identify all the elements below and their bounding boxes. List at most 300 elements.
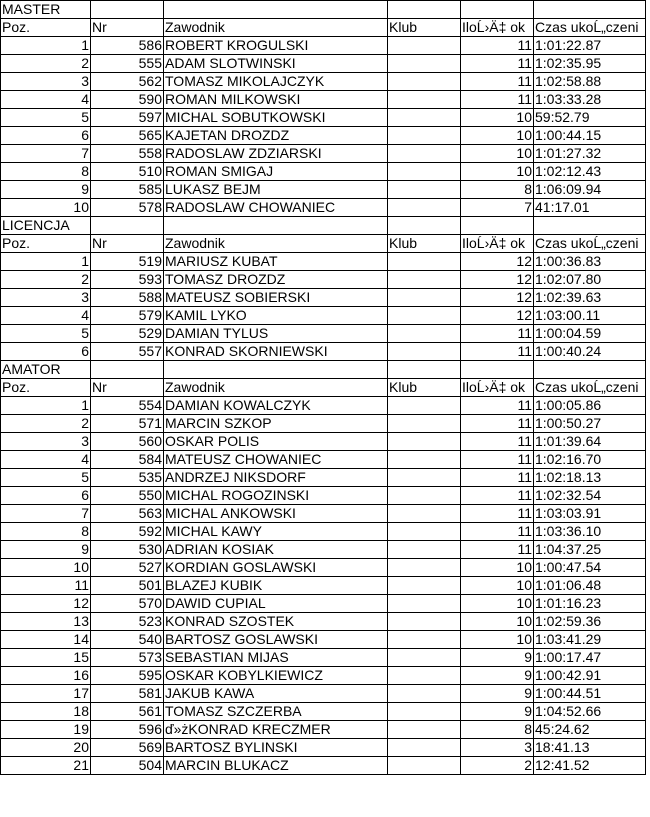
column-header-nr: Nr (91, 379, 164, 397)
position-cell: 21 (1, 757, 91, 775)
table-row (1, 145, 646, 163)
bib-number-cell: 588 (91, 289, 164, 307)
club-cell (388, 181, 461, 199)
position-cell: 5 (1, 109, 91, 127)
club-cell (388, 523, 461, 541)
table-row (1, 757, 646, 775)
column-header-time: Czas ukoĹ„czeni (534, 19, 646, 37)
table-row (1, 505, 646, 523)
rider-name-cell: BLAZEJ KUBIK (164, 577, 388, 595)
rider-name-cell: MARIUSZ KUBAT (164, 253, 388, 271)
bib-number-cell: 529 (91, 325, 164, 343)
rider-name-cell: MICHAL ANKOWSKI (164, 505, 388, 523)
finish-time-cell: 1:04:52.66 (534, 703, 646, 721)
finish-time-cell: 1:01:06.48 (534, 577, 646, 595)
bib-number-cell: 560 (91, 433, 164, 451)
section-title: LICENCJA (1, 217, 91, 235)
position-cell: 17 (1, 685, 91, 703)
section-title-row (1, 1, 646, 19)
club-cell (388, 721, 461, 739)
club-cell (388, 343, 461, 361)
laps-cell: 2 (461, 757, 534, 775)
empty-cell (164, 361, 388, 379)
finish-time-cell: 41:17.01 (534, 199, 646, 217)
position-cell: 6 (1, 487, 91, 505)
laps-cell: 11 (461, 433, 534, 451)
empty-cell (388, 217, 461, 235)
club-cell (388, 289, 461, 307)
position-cell: 3 (1, 73, 91, 91)
bib-number-cell: 558 (91, 145, 164, 163)
bib-number-cell: 535 (91, 469, 164, 487)
rider-name-cell: DAMIAN KOWALCZYK (164, 397, 388, 415)
finish-time-cell: 1:00:04.59 (534, 325, 646, 343)
bib-number-cell: 540 (91, 631, 164, 649)
finish-time-cell: 1:03:33.28 (534, 91, 646, 109)
club-cell (388, 739, 461, 757)
position-cell: 16 (1, 667, 91, 685)
laps-cell: 11 (461, 397, 534, 415)
laps-cell: 8 (461, 721, 534, 739)
table-row (1, 37, 646, 55)
table-row (1, 253, 646, 271)
finish-time-cell: 18:41.13 (534, 739, 646, 757)
finish-time-cell: 1:02:18.13 (534, 469, 646, 487)
rider-name-cell: ADRIAN KOSIAK (164, 541, 388, 559)
position-cell: 4 (1, 91, 91, 109)
column-header-poz: Poz. (1, 379, 91, 397)
position-cell: 3 (1, 433, 91, 451)
empty-cell (91, 361, 164, 379)
finish-time-cell: 12:41.52 (534, 757, 646, 775)
club-cell (388, 127, 461, 145)
bib-number-cell: 578 (91, 199, 164, 217)
finish-time-cell: 1:00:40.24 (534, 343, 646, 361)
club-cell (388, 307, 461, 325)
club-cell (388, 451, 461, 469)
position-cell: 8 (1, 163, 91, 181)
column-header-name: Zawodnik (164, 19, 388, 37)
position-cell: 1 (1, 397, 91, 415)
bib-number-cell: 570 (91, 595, 164, 613)
laps-cell: 10 (461, 109, 534, 127)
table-row (1, 91, 646, 109)
finish-time-cell: 1:01:39.64 (534, 433, 646, 451)
club-cell (388, 397, 461, 415)
position-cell: 2 (1, 415, 91, 433)
laps-cell: 8 (461, 181, 534, 199)
bib-number-cell: 585 (91, 181, 164, 199)
club-cell (388, 73, 461, 91)
club-cell (388, 595, 461, 613)
table-row (1, 73, 646, 91)
club-cell (388, 325, 461, 343)
column-header-row (1, 235, 646, 253)
finish-time-cell: 1:03:00.11 (534, 307, 646, 325)
table-row (1, 667, 646, 685)
club-cell (388, 199, 461, 217)
laps-cell: 11 (461, 523, 534, 541)
laps-cell: 11 (461, 505, 534, 523)
finish-time-cell: 1:00:50.27 (534, 415, 646, 433)
table-row (1, 289, 646, 307)
column-header-nr: Nr (91, 19, 164, 37)
rider-name-cell: LUKASZ BEJM (164, 181, 388, 199)
rider-name-cell: ANDRZEJ NIKSDORF (164, 469, 388, 487)
position-cell: 7 (1, 505, 91, 523)
column-header-name: Zawodnik (164, 235, 388, 253)
rider-name-cell: MICHAL ROGOZINSKI (164, 487, 388, 505)
column-header-laps: IloĹ›Ä‡ ok (461, 235, 534, 253)
laps-cell: 11 (461, 325, 534, 343)
position-cell: 9 (1, 541, 91, 559)
empty-cell (91, 217, 164, 235)
rider-name-cell: BARTOSZ GOSLAWSKI (164, 631, 388, 649)
table-row (1, 181, 646, 199)
table-row (1, 721, 646, 739)
position-cell: 15 (1, 649, 91, 667)
rider-name-cell: TOMASZ MIKOLAJCZYK (164, 73, 388, 91)
table-row (1, 559, 646, 577)
club-cell (388, 559, 461, 577)
finish-time-cell: 1:02:35.95 (534, 55, 646, 73)
club-cell (388, 757, 461, 775)
table-row (1, 595, 646, 613)
position-cell: 12 (1, 595, 91, 613)
laps-cell: 11 (461, 343, 534, 361)
column-header-time: Czas ukoĹ„czeni (534, 379, 646, 397)
position-cell: 3 (1, 289, 91, 307)
section-title: MASTER (1, 1, 91, 19)
bib-number-cell: 573 (91, 649, 164, 667)
bib-number-cell: 597 (91, 109, 164, 127)
section-title: AMATOR (1, 361, 91, 379)
column-header-poz: Poz. (1, 235, 91, 253)
laps-cell: 10 (461, 145, 534, 163)
finish-time-cell: 1:03:03.91 (534, 505, 646, 523)
bib-number-cell: 563 (91, 505, 164, 523)
bib-number-cell: 584 (91, 451, 164, 469)
table-row (1, 343, 646, 361)
empty-cell (388, 1, 461, 19)
table-row (1, 703, 646, 721)
bib-number-cell: 592 (91, 523, 164, 541)
bib-number-cell: 571 (91, 415, 164, 433)
table-row (1, 433, 646, 451)
bib-number-cell: 562 (91, 73, 164, 91)
position-cell: 7 (1, 145, 91, 163)
club-cell (388, 703, 461, 721)
bib-number-cell: 554 (91, 397, 164, 415)
rider-name-cell: OSKAR POLIS (164, 433, 388, 451)
empty-cell (534, 217, 646, 235)
bib-number-cell: 593 (91, 271, 164, 289)
laps-cell: 11 (461, 451, 534, 469)
finish-time-cell: 1:02:16.70 (534, 451, 646, 469)
rider-name-cell: MATEUSZ SOBIERSKI (164, 289, 388, 307)
bib-number-cell: 561 (91, 703, 164, 721)
laps-cell: 9 (461, 685, 534, 703)
laps-cell: 9 (461, 703, 534, 721)
laps-cell: 11 (461, 469, 534, 487)
position-cell: 4 (1, 307, 91, 325)
finish-time-cell: 1:00:17.47 (534, 649, 646, 667)
club-cell (388, 253, 461, 271)
club-cell (388, 415, 461, 433)
position-cell: 4 (1, 451, 91, 469)
table-row (1, 469, 646, 487)
column-header-klub: Klub (388, 19, 461, 37)
position-cell: 8 (1, 523, 91, 541)
laps-cell: 9 (461, 667, 534, 685)
position-cell: 2 (1, 55, 91, 73)
bib-number-cell: 590 (91, 91, 164, 109)
table-row (1, 451, 646, 469)
table-row (1, 649, 646, 667)
bib-number-cell: 595 (91, 667, 164, 685)
bib-number-cell: 530 (91, 541, 164, 559)
bib-number-cell: 579 (91, 307, 164, 325)
column-header-laps: IloĹ›Ä‡ ok (461, 379, 534, 397)
finish-time-cell: 1:03:41.29 (534, 631, 646, 649)
rider-name-cell: MATEUSZ CHOWANIEC (164, 451, 388, 469)
table-row (1, 55, 646, 73)
table-row (1, 397, 646, 415)
table-row (1, 523, 646, 541)
rider-name-cell: MARCIN SZKOP (164, 415, 388, 433)
table-row (1, 271, 646, 289)
table-row (1, 541, 646, 559)
laps-cell: 11 (461, 415, 534, 433)
laps-cell: 10 (461, 595, 534, 613)
bib-number-cell: 519 (91, 253, 164, 271)
position-cell: 10 (1, 199, 91, 217)
position-cell: 11 (1, 577, 91, 595)
club-cell (388, 37, 461, 55)
table-row (1, 163, 646, 181)
laps-cell: 10 (461, 163, 534, 181)
club-cell (388, 163, 461, 181)
rider-name-cell: ROMAN SMIGAJ (164, 163, 388, 181)
table-row (1, 307, 646, 325)
club-cell (388, 109, 461, 127)
position-cell: 2 (1, 271, 91, 289)
laps-cell: 11 (461, 487, 534, 505)
column-header-klub: Klub (388, 235, 461, 253)
laps-cell: 10 (461, 559, 534, 577)
bib-number-cell: 581 (91, 685, 164, 703)
rider-name-cell: ROBERT KROGULSKI (164, 37, 388, 55)
laps-cell: 9 (461, 649, 534, 667)
laps-cell: 11 (461, 91, 534, 109)
column-header-laps: IloĹ›Ä‡ ok (461, 19, 534, 37)
bib-number-cell: 586 (91, 37, 164, 55)
position-cell: 5 (1, 469, 91, 487)
position-cell: 19 (1, 721, 91, 739)
column-header-name: Zawodnik (164, 379, 388, 397)
club-cell (388, 685, 461, 703)
rider-name-cell: ď»żKONRAD KRECZMER (164, 721, 388, 739)
empty-cell (91, 1, 164, 19)
club-cell (388, 631, 461, 649)
position-cell: 9 (1, 181, 91, 199)
finish-time-cell: 1:00:42.91 (534, 667, 646, 685)
laps-cell: 11 (461, 73, 534, 91)
club-cell (388, 91, 461, 109)
column-header-poz: Poz. (1, 19, 91, 37)
section-title-row (1, 361, 646, 379)
finish-time-cell: 1:01:16.23 (534, 595, 646, 613)
finish-time-cell: 1:02:12.43 (534, 163, 646, 181)
laps-cell: 10 (461, 613, 534, 631)
rider-name-cell: KONRAD SZOSTEK (164, 613, 388, 631)
table-row (1, 199, 646, 217)
club-cell (388, 505, 461, 523)
position-cell: 6 (1, 127, 91, 145)
empty-cell (461, 217, 534, 235)
position-cell: 14 (1, 631, 91, 649)
club-cell (388, 469, 461, 487)
position-cell: 1 (1, 37, 91, 55)
rider-name-cell: KAJETAN DROZDZ (164, 127, 388, 145)
finish-time-cell: 1:02:59.36 (534, 613, 646, 631)
column-header-klub: Klub (388, 379, 461, 397)
finish-time-cell: 1:00:47.54 (534, 559, 646, 577)
rider-name-cell: MARCIN BLUKACZ (164, 757, 388, 775)
column-header-row (1, 379, 646, 397)
empty-cell (534, 1, 646, 19)
table-row (1, 109, 646, 127)
table-row (1, 127, 646, 145)
finish-time-cell: 1:06:09.94 (534, 181, 646, 199)
laps-cell: 10 (461, 127, 534, 145)
finish-time-cell: 1:00:44.51 (534, 685, 646, 703)
laps-cell: 7 (461, 199, 534, 217)
bib-number-cell: 527 (91, 559, 164, 577)
finish-time-cell: 1:02:32.54 (534, 487, 646, 505)
bib-number-cell: 501 (91, 577, 164, 595)
empty-cell (388, 361, 461, 379)
table-row (1, 415, 646, 433)
column-header-nr: Nr (91, 235, 164, 253)
finish-time-cell: 1:01:22.87 (534, 37, 646, 55)
table-row (1, 325, 646, 343)
bib-number-cell: 565 (91, 127, 164, 145)
position-cell: 10 (1, 559, 91, 577)
rider-name-cell: JAKUB KAWA (164, 685, 388, 703)
rider-name-cell: DAMIAN TYLUS (164, 325, 388, 343)
rider-name-cell: BARTOSZ BYLINSKI (164, 739, 388, 757)
laps-cell: 11 (461, 55, 534, 73)
finish-time-cell: 59:52.79 (534, 109, 646, 127)
table-row (1, 631, 646, 649)
rider-name-cell: RADOSLAW ZDZIARSKI (164, 145, 388, 163)
finish-time-cell: 1:01:27.32 (534, 145, 646, 163)
finish-time-cell: 1:00:05.86 (534, 397, 646, 415)
rider-name-cell: KAMIL LYKO (164, 307, 388, 325)
empty-cell (461, 1, 534, 19)
rider-name-cell: MICHAL SOBUTKOWSKI (164, 109, 388, 127)
column-header-row (1, 19, 646, 37)
laps-cell: 12 (461, 271, 534, 289)
empty-cell (461, 361, 534, 379)
finish-time-cell: 1:00:44.15 (534, 127, 646, 145)
bib-number-cell: 523 (91, 613, 164, 631)
bib-number-cell: 504 (91, 757, 164, 775)
laps-cell: 12 (461, 307, 534, 325)
finish-time-cell: 1:02:58.88 (534, 73, 646, 91)
club-cell (388, 487, 461, 505)
table-row (1, 739, 646, 757)
finish-time-cell: 1:02:39.63 (534, 289, 646, 307)
column-header-time: Czas ukoĹ„czeni (534, 235, 646, 253)
empty-cell (164, 1, 388, 19)
bib-number-cell: 550 (91, 487, 164, 505)
finish-time-cell: 1:04:37.25 (534, 541, 646, 559)
club-cell (388, 271, 461, 289)
rider-name-cell: KORDIAN GOSLAWSKI (164, 559, 388, 577)
club-cell (388, 541, 461, 559)
finish-time-cell: 1:03:36.10 (534, 523, 646, 541)
finish-time-cell: 1:02:07.80 (534, 271, 646, 289)
bib-number-cell: 569 (91, 739, 164, 757)
empty-cell (534, 361, 646, 379)
laps-cell: 11 (461, 541, 534, 559)
table-row (1, 487, 646, 505)
laps-cell: 3 (461, 739, 534, 757)
laps-cell: 11 (461, 37, 534, 55)
table-row (1, 613, 646, 631)
rider-name-cell: TOMASZ SZCZERBA (164, 703, 388, 721)
laps-cell: 10 (461, 577, 534, 595)
section-title-row (1, 217, 646, 235)
club-cell (388, 55, 461, 73)
rider-name-cell: SEBASTIAN MIJAS (164, 649, 388, 667)
finish-time-cell: 45:24.62 (534, 721, 646, 739)
club-cell (388, 649, 461, 667)
table-row (1, 685, 646, 703)
rider-name-cell: TOMASZ DROZDZ (164, 271, 388, 289)
laps-cell: 10 (461, 631, 534, 649)
rider-name-cell: RADOSLAW CHOWANIEC (164, 199, 388, 217)
bib-number-cell: 510 (91, 163, 164, 181)
position-cell: 1 (1, 253, 91, 271)
finish-time-cell: 1:00:36.83 (534, 253, 646, 271)
rider-name-cell: ROMAN MILKOWSKI (164, 91, 388, 109)
empty-cell (164, 217, 388, 235)
rider-name-cell: OSKAR KOBYLKIEWICZ (164, 667, 388, 685)
club-cell (388, 667, 461, 685)
club-cell (388, 613, 461, 631)
position-cell: 5 (1, 325, 91, 343)
rider-name-cell: ADAM SLOTWINSKI (164, 55, 388, 73)
rider-name-cell: KONRAD SKORNIEWSKI (164, 343, 388, 361)
club-cell (388, 145, 461, 163)
bib-number-cell: 596 (91, 721, 164, 739)
bib-number-cell: 557 (91, 343, 164, 361)
rider-name-cell: DAWID CUPIAL (164, 595, 388, 613)
position-cell: 6 (1, 343, 91, 361)
club-cell (388, 433, 461, 451)
laps-cell: 12 (461, 253, 534, 271)
club-cell (388, 577, 461, 595)
position-cell: 18 (1, 703, 91, 721)
bib-number-cell: 555 (91, 55, 164, 73)
results-table-body (1, 1, 646, 775)
rider-name-cell: MICHAL KAWY (164, 523, 388, 541)
position-cell: 13 (1, 613, 91, 631)
table-row (1, 577, 646, 595)
